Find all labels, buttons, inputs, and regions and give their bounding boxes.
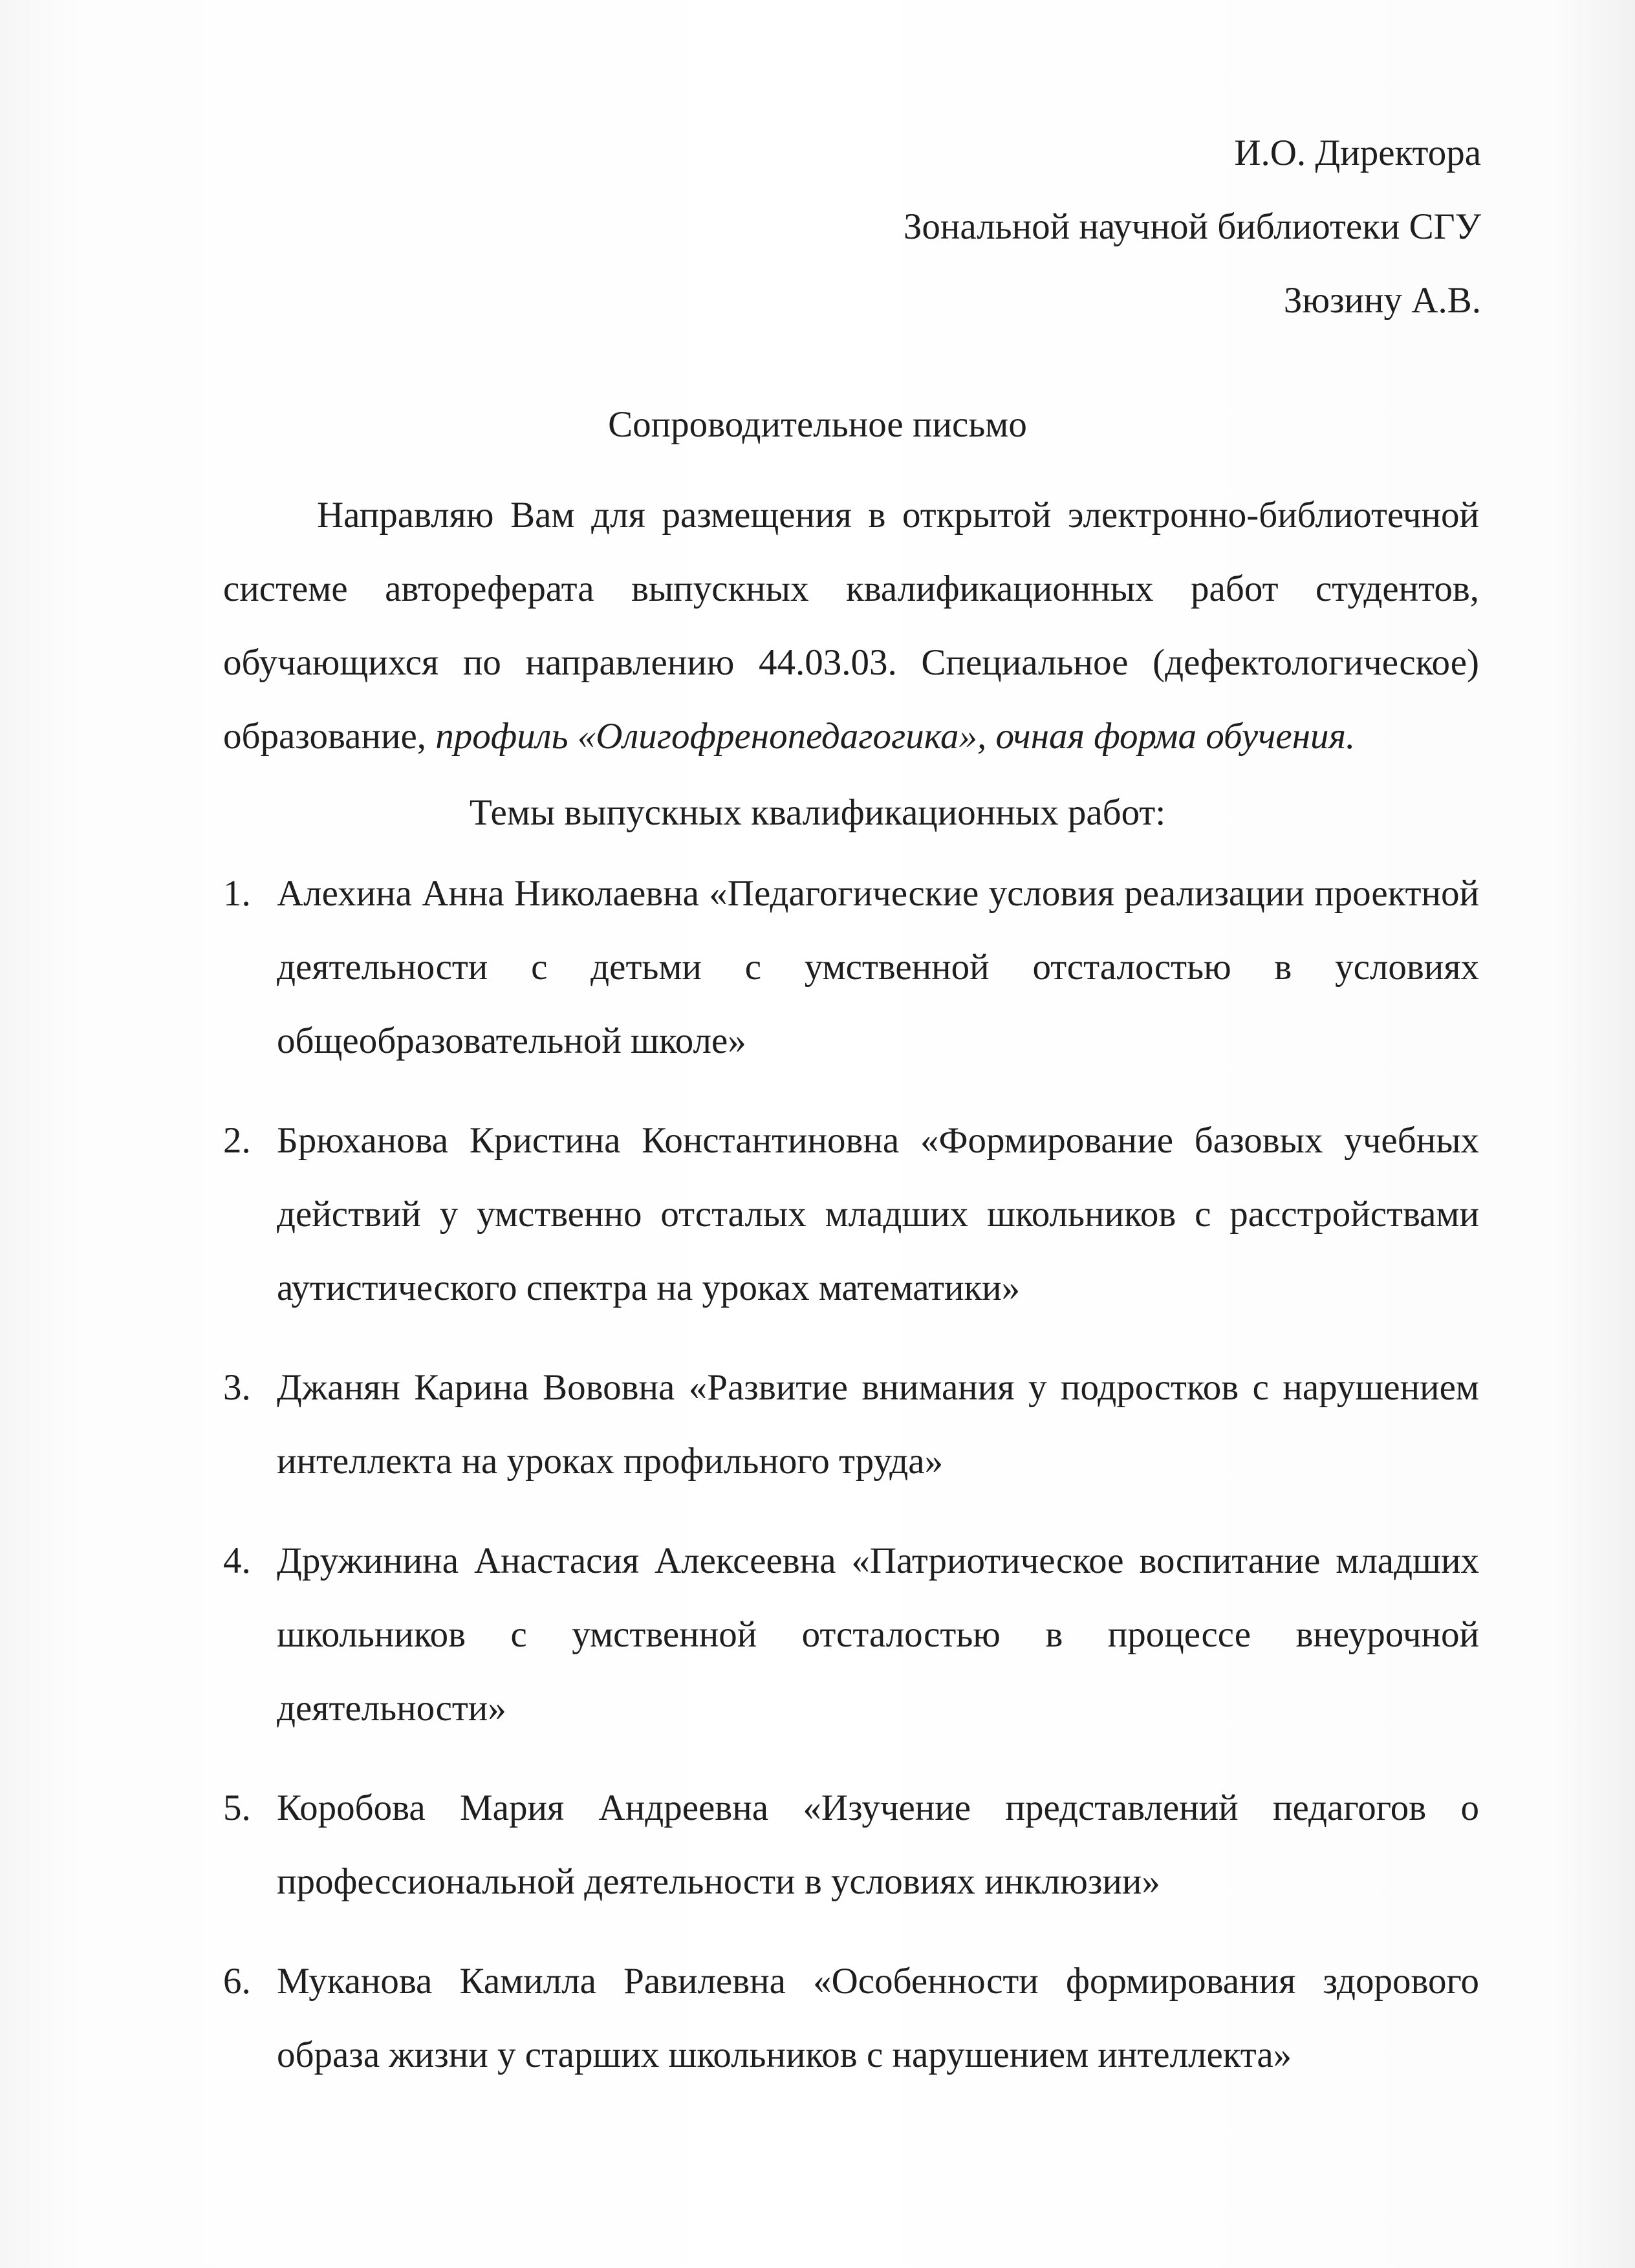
topic-item <box>223 1771 1479 1919</box>
topic-item <box>223 1524 1479 1745</box>
body-paragraph <box>223 479 1479 773</box>
topics-heading: Темы выпускных квалификационных работ: <box>469 792 1166 833</box>
topic-item <box>223 1945 1479 2092</box>
body-text-italic: профиль «Олигофренопедагогика», очная форма обучения. <box>435 716 1356 757</box>
topic-text: Дружинина Анастасия Алексеевна «Патриотическое воспитание младших школьников с умственной отсталостью в процессе внеурочной деятельности» <box>277 1540 1479 1729</box>
topic-number: 4. <box>223 1540 251 1581</box>
document-title: Сопроводительное письмо <box>608 404 1027 445</box>
topic-text: Муканова Камилла Равилевна «Особенности формирования здорового образа жизни у старших школьников с нарушением интеллекта» <box>277 1961 1479 2075</box>
topic-item <box>223 857 1479 1078</box>
topic-number: 5. <box>223 1787 251 1828</box>
addressee-organization: Зональной научной библиотеки СГУ <box>903 206 1481 247</box>
addressee-name: Зюзину А.В. <box>1283 280 1481 321</box>
topic-item <box>223 1351 1479 1498</box>
topic-text: Алехина Анна Николаевна «Педагогические условия реализации проектной деятельности с детьми с умственной отсталостью в условиях общеобразовательной школе» <box>277 873 1479 1061</box>
topic-number: 1. <box>223 873 251 914</box>
topic-text: Брюханова Кристина Константиновна «Формирование базовых учебных действий у умственно отсталых младших школьников с расстройствами аутистического спектра на уроках математики» <box>277 1120 1479 1308</box>
topic-number: 6. <box>223 1961 251 2002</box>
topics-list <box>223 857 1479 2092</box>
topic-text: Коробова Мария Андреевна «Изучение представлений педагогов о профессиональной деятельности в условиях инклюзии» <box>277 1787 1479 1902</box>
topic-number: 2. <box>223 1120 251 1161</box>
addressee-block <box>904 116 1481 338</box>
topic-number: 3. <box>223 1367 251 1408</box>
topic-item <box>223 1104 1479 1325</box>
topic-text: Джанян Карина Вововна «Развитие внимания у подростков с нарушением интеллекта на уроках профильного труда» <box>277 1367 1479 1482</box>
body-text-plain: Направляю Вам для размещения в открытой электронно-библиотечной системе автореферата выпускных квалификационных работ студентов, обучающихся по направлению 44.03.03. Специальное (дефектологическое) образование, <box>223 495 1479 757</box>
addressee-position: И.О. Директора <box>1234 133 1481 173</box>
